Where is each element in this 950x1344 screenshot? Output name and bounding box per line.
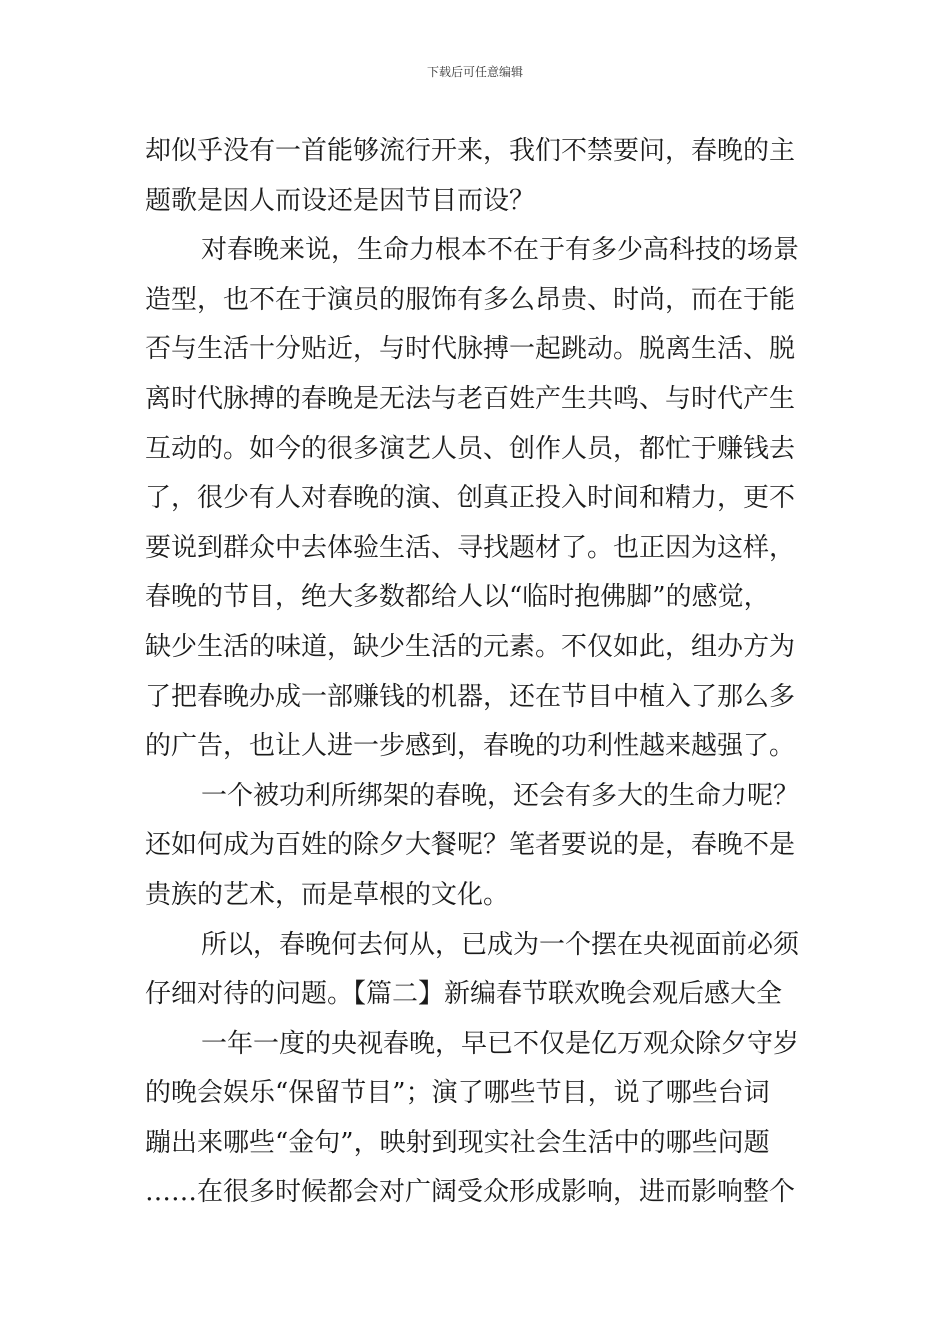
text-line: 所以，春晚何去何从，已成为一个摆在央视面前必须 bbox=[201, 929, 800, 960]
text-line: 的广告，也让人进一步感到，春晚的功利性越来越强了。 bbox=[145, 731, 796, 762]
text-line: 贵族的艺术，而是草根的文化。 bbox=[145, 879, 510, 910]
text-line: 了把春晚办成一部赚钱的机器，还在节目中植入了那么多 bbox=[145, 681, 796, 712]
text-line: 一个被功利所绑架的春晚，还会有多大的生命力呢？ bbox=[201, 780, 800, 811]
text-line: 了，很少有人对春晚的演、创真正投入时间和精力，更不 bbox=[145, 483, 796, 514]
text-line: 仔细对待的问题。【篇二】新编春节联欢晚会观后感大全 bbox=[145, 979, 783, 1010]
text-line: 却似乎没有一首能够流行开来，我们不禁要问，春晚的主 bbox=[145, 136, 796, 166]
text-line: 还如何成为百姓的除夕大餐呢？笔者要说的是，春晚不是 bbox=[145, 830, 796, 861]
text-line: 造型，也不在于演员的服饰有多么昂贵、时尚，而在于能 bbox=[145, 284, 796, 315]
page-header: 下载后可任意编辑 bbox=[426, 65, 523, 79]
text-line: 的晚会娱乐“保留节目”；演了哪些节目，说了哪些台词 bbox=[145, 1078, 770, 1109]
text-line: 互动的。如今的很多演艺人员、创作人员，都忙于赚钱去 bbox=[145, 433, 796, 464]
text-line: 缺少生活的味道，缺少生活的元素。不仅如此，组办方为 bbox=[145, 631, 796, 662]
text-line: 对春晚来说，生命力根本不在于有多少高科技的场景 bbox=[201, 235, 800, 266]
text-line: 春晚的节目，绝大多数都给人以“临时抱佛脚”的感觉， bbox=[145, 582, 770, 613]
text-line: 离时代脉搏的春晚是无法与老百姓产生共鸣、与时代产生 bbox=[145, 383, 796, 414]
text-line: 蹦出来哪些“金句”，映射到现实社会生活中的哪些问题 bbox=[145, 1127, 770, 1158]
text-line: ……在很多时候都会对广阔受众形成影响，进而影响整个 bbox=[145, 1177, 796, 1208]
text-line: 一年一度的央视春晚，早已不仅是亿万观众除夕守岁 bbox=[201, 1028, 800, 1059]
text-line: 否与生活十分贴近，与时代脉搏一起跳动。脱离生活、脱 bbox=[145, 334, 796, 365]
text-line: 要说到群众中去体验生活、寻找题材了。也正因为这样， bbox=[145, 532, 796, 563]
document-body bbox=[145, 127, 825, 1218]
text-line: 题歌是因人而设还是因节目而设？ bbox=[145, 185, 536, 216]
